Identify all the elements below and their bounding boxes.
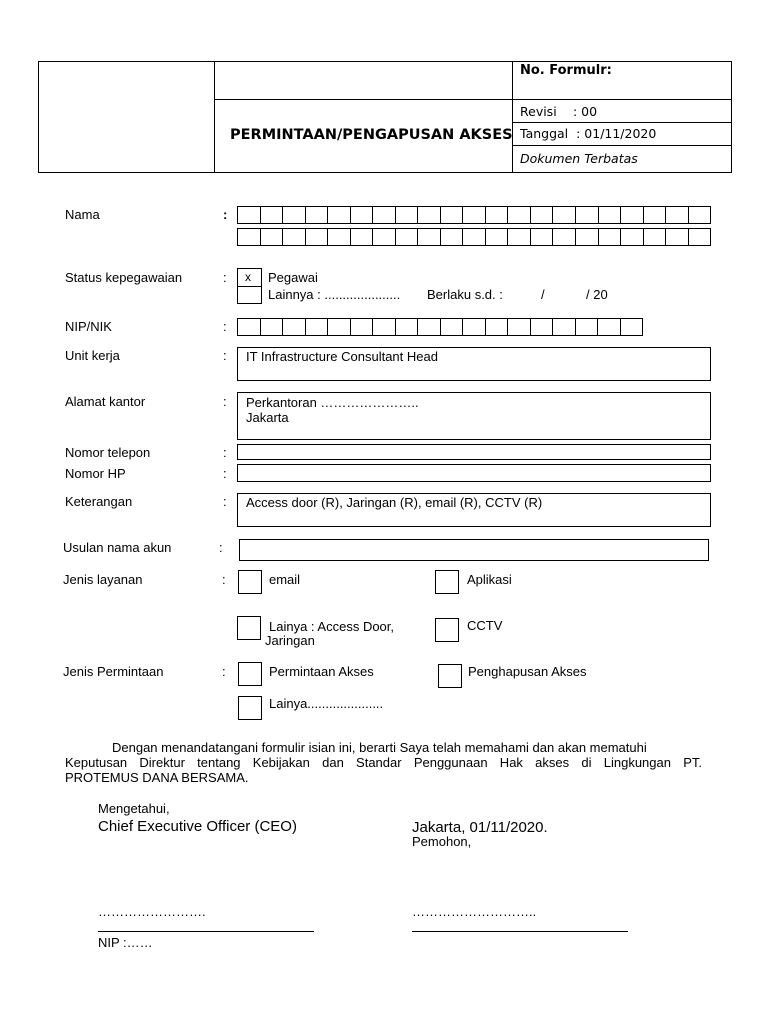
revision-value: : 00 [573,104,598,119]
notes-value: Access door (R), Jaringan (R), email (R), CCTV (R) [246,495,543,510]
name-cells-row-1[interactable] [237,206,711,224]
address-field[interactable] [237,392,711,440]
service-aplikasi-checkbox[interactable] [435,570,459,594]
left-signature-line [98,931,314,932]
address-colon: : [223,394,227,409]
status-label: Status kepegawaian [65,270,183,285]
phone-colon: : [223,445,227,460]
valid-until-year: / 20 [586,287,608,302]
request-type-label: Jenis Permintaan [63,664,164,679]
unit-field[interactable] [237,347,711,381]
right-signature-line [412,931,628,932]
date-field: Tanggal : 01/11/2020 [520,126,657,141]
checked-mark: x [245,270,251,284]
notes-field[interactable] [237,493,711,527]
service-cctv-checkbox[interactable] [435,618,459,642]
status-lainnya-label: Lainnya : ..................... [268,287,401,302]
notes-colon: : [223,494,227,509]
address-line-1: Perkantoran ………………….. [246,395,419,410]
phone-field[interactable] [237,444,711,460]
form-title: PERMINTAAN/PENGAPUSAN AKSES [230,127,513,143]
address-line-2: Jakarta [246,410,289,425]
request-access-checkbox[interactable] [238,662,262,686]
service-type-label: Jenis layanan [63,572,143,587]
statement-line-3: PROTEMUS DANA BERSAMA. [65,770,249,785]
place-date: Jakarta, 01/11/2020. [412,819,548,836]
service-cctv-label: CCTV [467,618,503,633]
classification-label: Dokumen Terbatas [520,151,638,166]
request-type-colon: : [222,664,226,679]
service-email-label: email [269,572,301,587]
unit-label: Unit kerja [65,348,120,363]
status-pegawai-checkbox[interactable] [237,268,262,287]
ceo-title: Chief Executive Officer (CEO) [98,818,297,835]
request-other-label: Lainya..................... [269,696,384,711]
account-name-colon: : [219,540,223,555]
valid-until-label: Berlaku s.d. : [427,287,503,302]
account-name-label: Usulan nama akun [63,540,172,555]
nip-cells[interactable] [237,318,643,336]
request-access-label: Permintaan Akses [269,664,374,679]
valid-until-slash-1: / [541,287,545,302]
revision-label: Revisi [520,104,557,119]
service-aplikasi-label: Aplikasi [467,572,512,587]
name-label: Nama [65,207,100,222]
name-colon: : [223,207,228,222]
unit-colon: : [223,348,227,363]
unit-value: IT Infrastructure Consultant Head [246,349,438,364]
mobile-label: Nomor HP [65,466,126,481]
status-pegawai-label: Pegawai [268,270,318,285]
form-number-label: No. Formulr: [520,63,612,78]
address-label: Alamat kantor [65,394,146,409]
notes-label: Keterangan [65,494,133,509]
service-email-checkbox[interactable] [238,570,262,594]
acknowledged-label: Mengetahui, [98,801,170,816]
right-signature-dots: ……………………….. [412,904,537,919]
left-nip: NIP :…… [98,935,153,950]
status-lainnya-checkbox[interactable] [237,286,262,304]
statement-line-2: Keputusan Direktur tentang Kebijakan dan Standar Penggunaan Hak akses di Lingkungan PT. [65,755,702,770]
account-name-field[interactable] [239,539,709,561]
mobile-colon: : [223,466,227,481]
applicant-label: Pemohon, [412,834,472,849]
name-cells-row-2[interactable] [237,228,711,246]
phone-label: Nomor telepon [65,445,151,460]
service-other-label-1: Lainya : Access Door, [269,619,395,634]
status-colon: : [223,270,227,285]
nip-label: NIP/NIK [65,319,112,334]
service-other-label-2: Jaringan [265,633,315,648]
request-other-checkbox[interactable] [238,696,262,720]
service-type-colon: : [222,572,226,587]
left-signature-dots: ……………………. [98,904,206,919]
service-other-checkbox[interactable] [237,616,261,640]
statement-line-1: Dengan menandatangani formulir isian ini, berarti Saya telah memahami dan akan mematuhi [112,740,647,755]
mobile-field[interactable] [237,464,711,482]
request-delete-checkbox[interactable] [438,664,462,688]
request-delete-label: Penghapusan Akses [468,664,587,679]
nip-colon: : [223,319,227,334]
